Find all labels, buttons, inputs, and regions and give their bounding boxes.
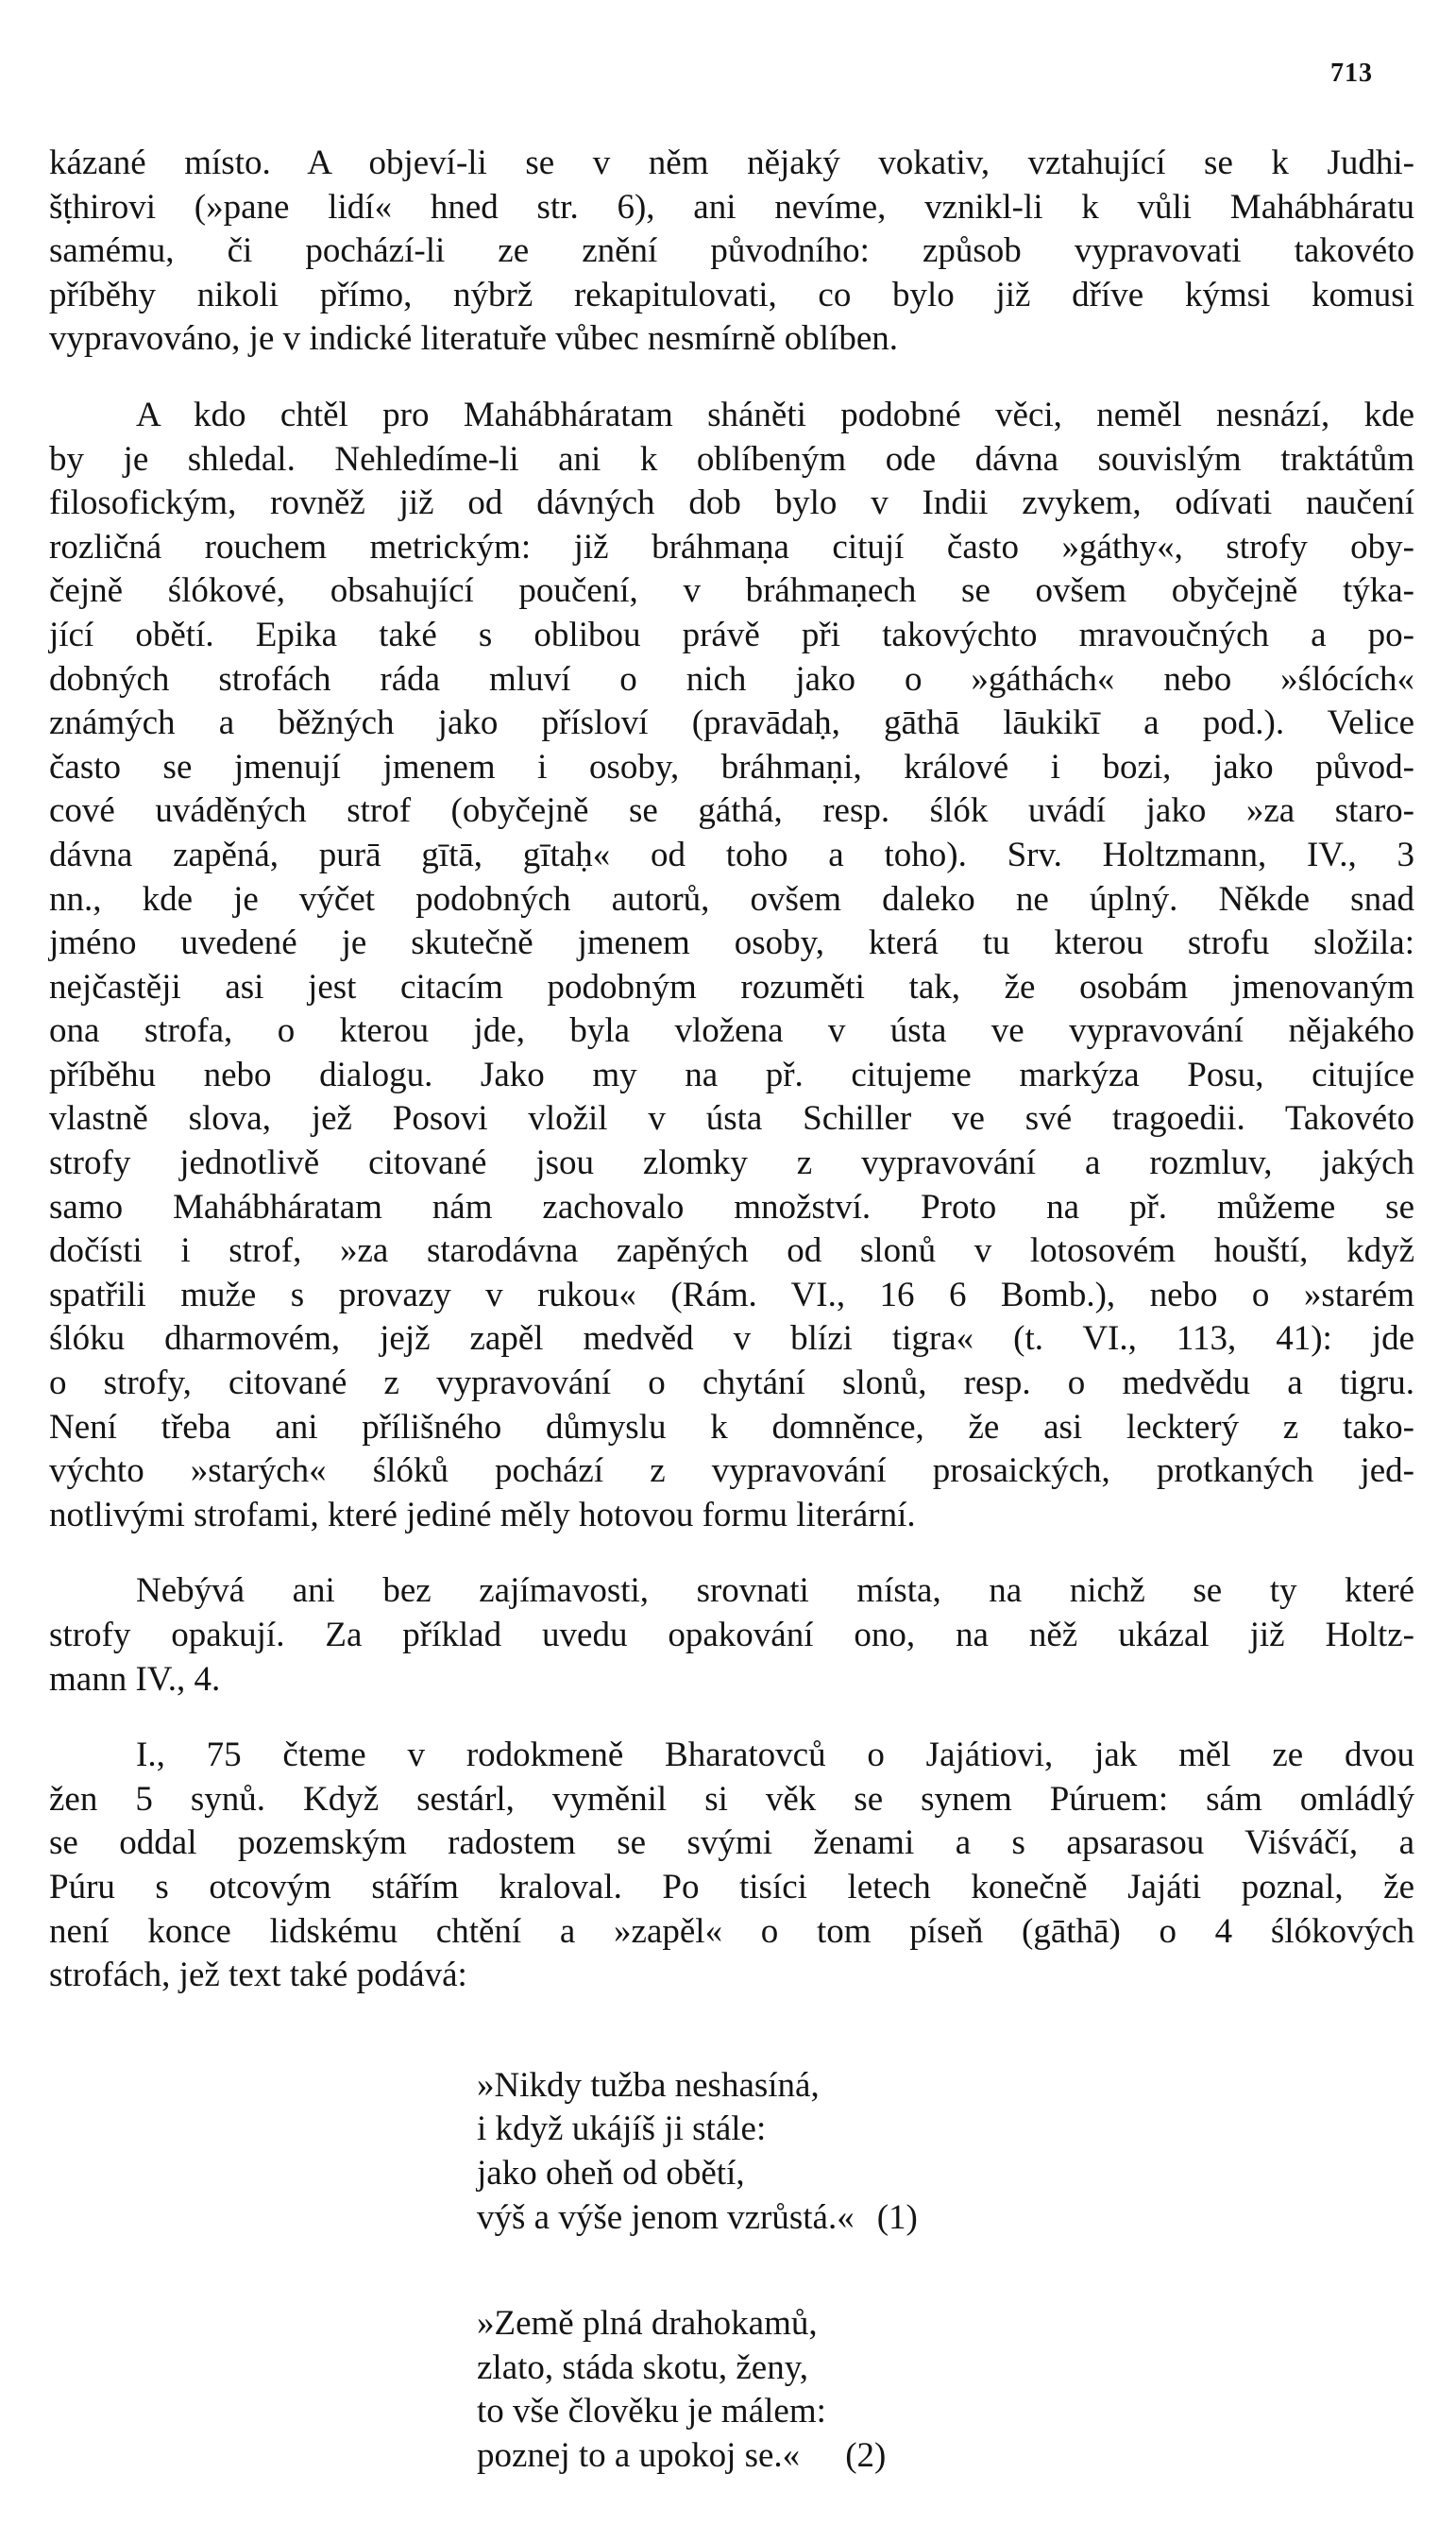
verse-line: »Nikdy tužba neshasíná,	[477, 2065, 820, 2105]
verse-stanza	[477, 2064, 1414, 2240]
text-line: samo Mahábháratam nám zachovalo množství. Proto na př. můžeme se	[49, 1187, 1414, 1227]
verse-line: zlato, stáda skotu, ženy,	[477, 2347, 809, 2387]
text-line: strofy opakují. Za příklad uvedu opakování ono, na něž ukázal již Holtz-	[49, 1616, 1414, 1654]
text-line: vypravováno, je v indické literatuře vůbec nesmírně oblíben.	[49, 319, 899, 359]
text-line: by je shledal. Nehledíme-li ani k oblíbeným ode dávna souvislým traktátům	[49, 439, 1414, 479]
text-line: spatřili muže s provazy v rukou« (Rám. VI., 16 6 Bomb.), nebo o »starém	[49, 1275, 1414, 1314]
text-line: A kdo chtěl pro Mahábháratam sháněti podobné věci, neměl nesnází, kde	[136, 395, 1414, 434]
text-line: příběhu nebo dialogu. Jako my na př. citujeme markýza Posu, citujíce	[49, 1055, 1414, 1094]
text-line: o strofy, citované z vypravování o chytání slonů, resp. o medvědu a tigru.	[49, 1364, 1414, 1403]
page-body	[49, 142, 1414, 2541]
text-line: vlastně slova, jež Posovi vložil v ústa Schiller ve své tragoedii. Takovéto	[49, 1099, 1414, 1139]
text-line: Není třeba ani přílišného důmyslu k domněnce, že asi leckterý z tako-	[49, 1407, 1414, 1447]
text-line: se oddal pozemským radostem se svými ženami a s apsarasou Viśváčí, a	[49, 1823, 1414, 1863]
verse-number: (2)	[845, 2435, 887, 2475]
text-line: jící obětí. Epika také s oblibou právě při takovýchto mravoučných a po-	[49, 615, 1414, 654]
text-line: filosofickým, rovněž již od dávných dob bylo v Indii zvykem, odívati naučení	[49, 483, 1414, 523]
text-line: dávna zapěná, purā gītā, gītaḥ« od toho a toho). Srv. Holtzmann, IV., 3	[49, 835, 1414, 874]
verse-line: i když ukájíš ji stále:	[477, 2109, 767, 2149]
paragraph	[49, 1734, 1414, 1998]
text-line: čejně ślókové, obsahující poučení, v bráhmaṇech se ovšem obyčejně týka-	[49, 571, 1414, 611]
verse-line: poznej to a upokoj se.« (2)	[477, 2434, 1414, 2479]
text-line: nejčastěji asi jest citacím podobným rozuměti tak, že osobám jmenovaným	[49, 967, 1414, 1007]
verse-stanza	[477, 2302, 1414, 2478]
text-line: rozličná rouchem metrickým: již bráhmaṇa citují často »gáthy«, strofy oby-	[49, 527, 1414, 567]
text-line: strofy jednotlivě citované jsou zlomky z vypravování a rozmluv, jakých	[49, 1143, 1414, 1183]
text-line: ślóku dharmovém, jejž zapěl medvěd v blízi tigra« (t. VI., 113, 41): jde	[49, 1319, 1414, 1359]
text-line: kázané místo. A objeví-li se v něm nějaký vokativ, vztahující se k Judhi-	[49, 144, 1414, 182]
text-line: ona strofa, o kterou jde, byla vložena v ústa ve vypravování nějakého	[49, 1011, 1414, 1051]
text-line: často se jmenují jmenem i osoby, bráhmaṇi, králové i bozi, jako původ-	[49, 747, 1414, 787]
paragraph	[49, 1569, 1414, 1702]
text-line: dočísti i strof, »za starodávna zapěných od slonů v lotosovém houští, když	[49, 1231, 1414, 1271]
text-line: příběhy nikoli přímo, nýbrž rekapitulovati, co bylo již dříve kýmsi komusi	[49, 275, 1414, 314]
text-line: není konce lidskému chtění a »zapěl« o tom píseň (gāthā) o 4 ślókových	[49, 1911, 1414, 1951]
text-line: žen 5 synů. Když sestárl, vyměnil si věk se synem Púruem: sám omládlý	[49, 1779, 1414, 1819]
paragraph	[49, 142, 1414, 362]
text-line: nn., kde je výčet podobných autorů, ovšem daleko ne úplný. Někde snad	[49, 879, 1414, 919]
text-line: Púru s otcovým stářím kraloval. Po tisíci letech konečně Jajáti poznal, že	[49, 1867, 1414, 1906]
verse-line: výš a výše jenom vzrůstá.« (1)	[477, 2196, 1414, 2241]
text-line: I., 75 čteme v rodokmeně Bharatovců o Jajátiovi, jak měl ze dvou	[136, 1736, 1414, 1775]
paragraph	[49, 394, 1414, 1537]
verse-number: (1)	[876, 2197, 918, 2237]
text-line: jméno uvedené je skutečně jmenem osoby, která tu kterou strofu složila:	[49, 923, 1414, 963]
verse-line: to vše člověku je málem:	[477, 2392, 826, 2431]
text-line: mann IV., 4.	[49, 1659, 221, 1699]
verse-line: »Země plná drahokamů,	[477, 2304, 818, 2344]
text-line: Nebývá ani bez zajímavosti, srovnati místa, na nichž se ty které	[136, 1571, 1414, 1611]
text-line: cové uváděných strof (obyčejně se gáthá, resp. ślók uvádí jako »za staro-	[49, 791, 1414, 831]
text-line: strofách, jež text také podává:	[49, 1956, 467, 1995]
verse-line: jako oheň od obětí,	[477, 2153, 745, 2193]
text-line: známých a běžných jako přísloví (pravādaḥ, gāthā lāukikī a pod.). Velice	[49, 703, 1414, 743]
text-line: notlivými strofami, které jediné měly hotovou formu literární.	[49, 1495, 916, 1534]
text-line: samému, či pochází-li ze znění původního: způsob vypravovati takovéto	[49, 231, 1414, 271]
page-number: 713	[1330, 59, 1373, 88]
text-line: výchto »starých« ślóků pochází z vypravování prosaických, protkaných jed-	[49, 1451, 1414, 1491]
text-line: šṭhirovi (»pane lidí« hned str. 6), ani nevíme, vznikl-li k vůli Mahábháratu	[49, 187, 1414, 227]
text-line: dobných strofách ráda mluví o nich jako o »gáthách« nebo »ślócích«	[49, 659, 1414, 699]
